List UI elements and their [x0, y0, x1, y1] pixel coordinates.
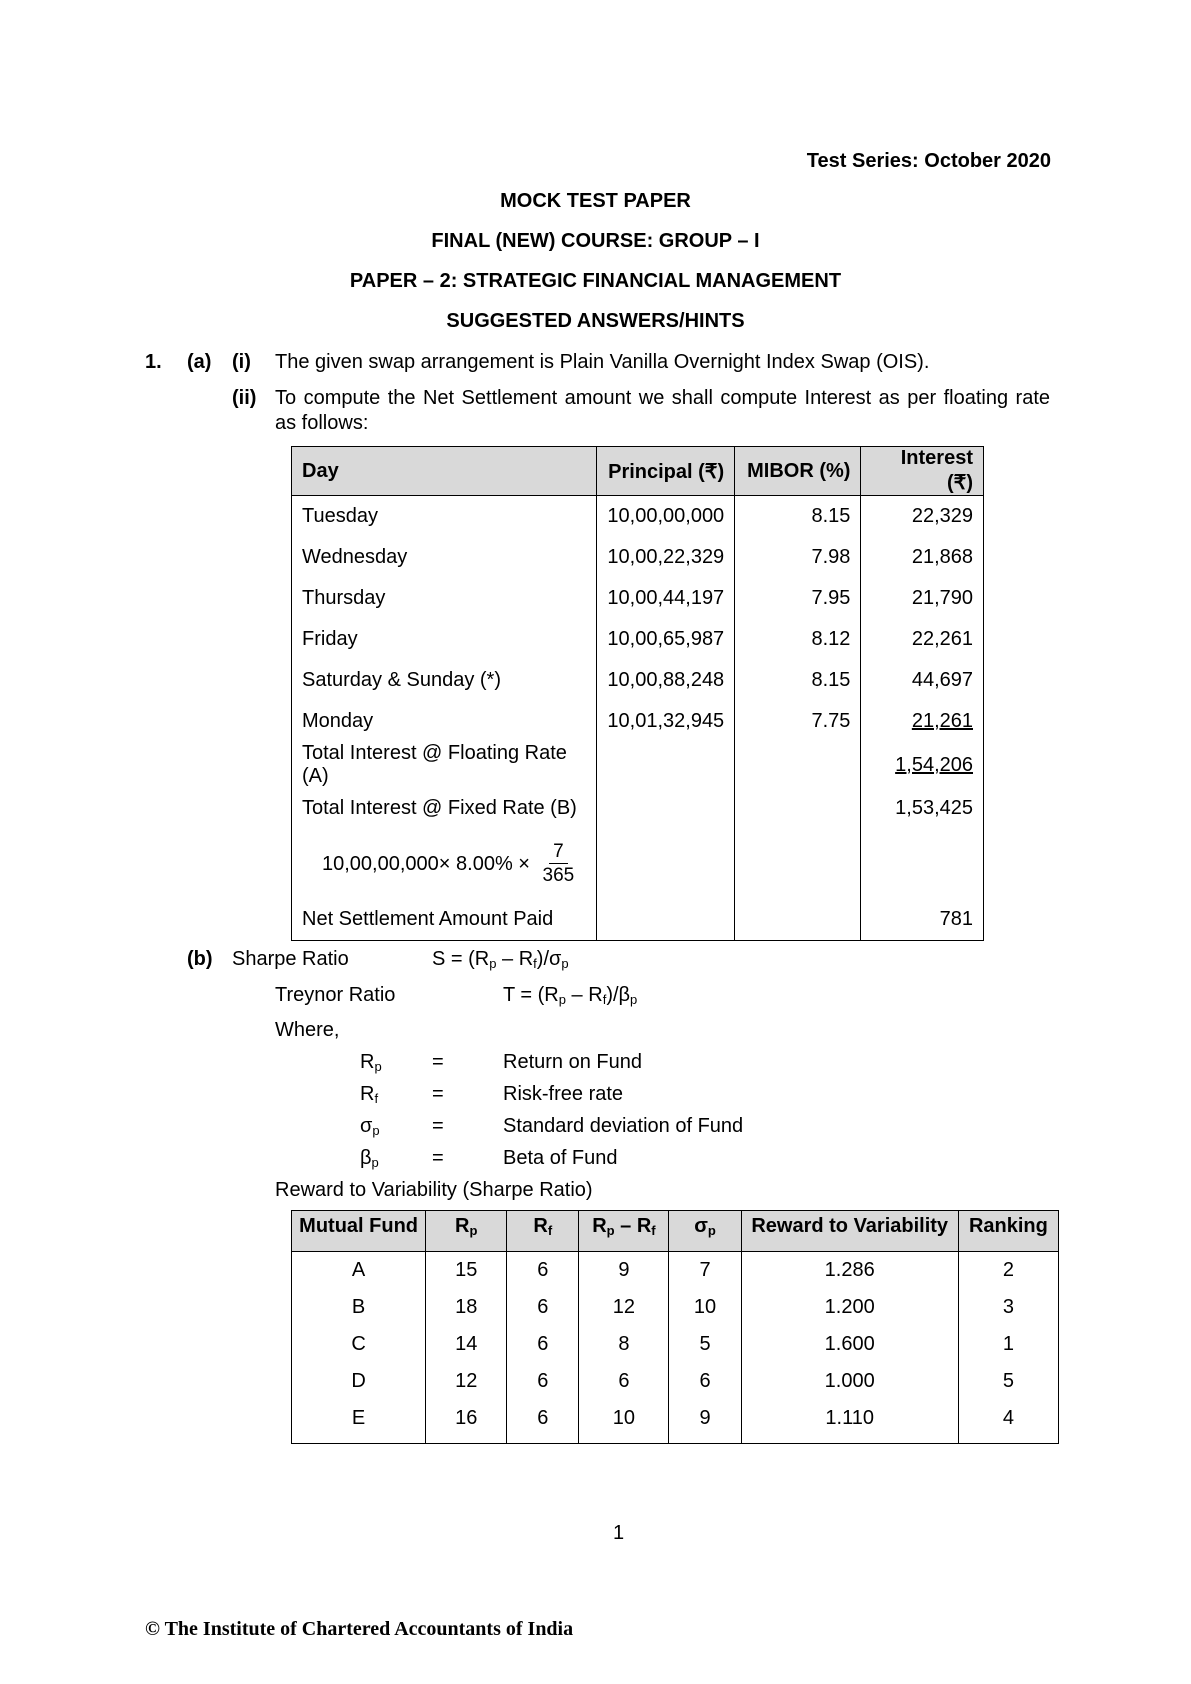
table-row [292, 660, 984, 701]
excess-return-cell: 12 [579, 1289, 669, 1326]
header-reward-variability: Reward to Variability [741, 1211, 958, 1252]
day-cell: Friday [292, 619, 597, 660]
sharpe-ratio-label: Sharpe Ratio [232, 948, 349, 970]
interest-cell: 44,697 [861, 660, 984, 701]
excess-return-cell: 8 [579, 1326, 669, 1363]
interest-value: 21,261 [911, 710, 973, 732]
mibor-cell: 8.12 [735, 619, 861, 660]
mibor-cell: 8.15 [735, 496, 861, 538]
header-sigma-p: $\sigma_p$ [669, 1211, 741, 1252]
table-row [292, 1289, 1059, 1326]
test-series-label: Test Series: October 2020 [806, 150, 1051, 172]
net-settlement-row [292, 899, 984, 941]
day-cell: Wednesday [292, 537, 597, 578]
formula-fraction [539, 841, 579, 888]
page-number: 1 [612, 1522, 625, 1544]
treynor-formula: $T = (R_p - R_f)/\beta_p$ [503, 984, 638, 1007]
reward-cell: 1.286 [741, 1252, 958, 1290]
table-row [292, 578, 984, 619]
copyright-footer: © The Institute of Chartered Accountants of India [145, 1618, 574, 1640]
ranking-cell: 3 [958, 1289, 1058, 1326]
rf-cell: 6 [507, 1363, 579, 1400]
sigma-cell: 7 [669, 1252, 741, 1290]
def-description: Beta of Fund [503, 1147, 618, 1169]
rp-cell: 18 [426, 1289, 507, 1326]
def-symbol: $\sigma_p$ [360, 1115, 380, 1138]
answers-title: SUGGESTED ANSWERS/HINTS [446, 310, 745, 332]
net-settlement-value: 781 [861, 899, 984, 941]
sharpe-formula: $S = (R_p - R_f)/\sigma_p$ [432, 948, 569, 971]
total-floating-label: Total Interest @ Floating Rate (A) [292, 742, 597, 788]
paper-title: PAPER – 2: STRATEGIC FINANCIAL MANAGEMENT [349, 270, 842, 292]
header-rp: $R_p$ [426, 1211, 507, 1252]
interest-cell: 21,868 [861, 537, 984, 578]
formula-prefix: 10,00,00,000× 8.00% × [322, 852, 530, 875]
total-floating-row [292, 742, 984, 788]
table-row [292, 701, 984, 742]
interest-table [291, 446, 984, 941]
mibor-cell: 7.95 [735, 578, 861, 619]
formula-denominator: 365 [542, 864, 575, 886]
ranking-cell: 4 [958, 1400, 1058, 1444]
principal-cell: 10,00,00,000 [597, 496, 735, 538]
header-mibor: MIBOR (%) [735, 447, 861, 496]
rp-cell: 14 [426, 1326, 507, 1363]
total-fixed-row [292, 788, 984, 829]
rf-cell: 6 [507, 1326, 579, 1363]
reward-cell: 1.110 [741, 1400, 958, 1444]
interest-cell: 22,261 [861, 619, 984, 660]
ranking-cell: 2 [958, 1252, 1058, 1290]
rf-cell: 6 [507, 1289, 579, 1326]
rf-cell: 6 [507, 1400, 579, 1444]
table-row [292, 1400, 1059, 1444]
sub-i-label: (i) [232, 351, 251, 373]
empty-cell [735, 788, 861, 829]
course-title: FINAL (NEW) COURSE: GROUP – I [431, 230, 760, 252]
principal-cell: 10,01,32,945 [597, 701, 735, 742]
fund-cell: E [292, 1400, 426, 1444]
def-description: Standard deviation of Fund [503, 1115, 744, 1137]
interest-cell: 22,329 [861, 496, 984, 538]
fund-cell: B [292, 1289, 426, 1326]
principal-cell: 10,00,44,197 [597, 578, 735, 619]
where-label: Where, [275, 1019, 340, 1041]
formula-numerator: 7 [549, 841, 568, 864]
fund-cell: D [292, 1363, 426, 1400]
table-row [292, 619, 984, 660]
header-rf: $R_f$ [507, 1211, 579, 1252]
empty-cell [597, 788, 735, 829]
def-equals: = [432, 1147, 444, 1169]
ranking-cell: 1 [958, 1326, 1058, 1363]
total-fixed-value: 1,53,425 [861, 788, 984, 829]
mibor-cell: 8.15 [735, 660, 861, 701]
total-floating-value: 1,54,206 [895, 753, 973, 776]
principal-cell: 10,00,88,248 [597, 660, 735, 701]
sharpe-ratio-table [291, 1210, 1059, 1444]
excess-return-cell: 9 [579, 1252, 669, 1290]
sigma-cell: 10 [669, 1289, 741, 1326]
mock-test-title: MOCK TEST PAPER [500, 190, 691, 212]
part-a-label: (a) [187, 351, 212, 373]
sigma-cell: 6 [669, 1363, 741, 1400]
header-day: Day [292, 447, 597, 496]
day-cell: Tuesday [292, 496, 597, 538]
rp-cell: 16 [426, 1400, 507, 1444]
fund-cell: C [292, 1326, 426, 1363]
table-row [292, 1363, 1059, 1400]
day-cell: Monday [292, 701, 597, 742]
sigma-cell: 5 [669, 1326, 741, 1363]
reward-variability-title: Reward to Variability (Sharpe Ratio) [275, 1179, 593, 1201]
mibor-cell: 7.75 [735, 701, 861, 742]
empty-cell [597, 742, 735, 788]
reward-cell: 1.600 [741, 1326, 958, 1363]
principal-cell: 10,00,22,329 [597, 537, 735, 578]
def-description: Return on Fund [503, 1051, 642, 1073]
def-symbol: $\beta_p$ [360, 1147, 379, 1170]
empty-cell [735, 742, 861, 788]
net-settlement-label: Net Settlement Amount Paid [292, 899, 597, 941]
part-b-label: (b) [187, 948, 213, 970]
sigma-cell: 9 [669, 1400, 741, 1444]
mibor-cell: 7.98 [735, 537, 861, 578]
def-symbol: $R_f$ [360, 1083, 379, 1106]
rp-cell: 12 [426, 1363, 507, 1400]
table-header-row [292, 1211, 1059, 1252]
table-row [292, 537, 984, 578]
day-cell: Thursday [292, 578, 597, 619]
def-equals: = [432, 1115, 444, 1137]
treynor-ratio-label: Treynor Ratio [275, 984, 396, 1006]
header-ranking: Ranking [958, 1211, 1058, 1252]
def-equals: = [432, 1051, 444, 1073]
total-floating-cell [861, 742, 984, 788]
def-equals: = [432, 1083, 444, 1105]
day-cell: Saturday & Sunday (*) [292, 660, 597, 701]
formula-row [292, 829, 984, 899]
header-principal: Principal (₹) [597, 447, 735, 496]
ranking-cell: 5 [958, 1363, 1058, 1400]
answer-i-text: The given swap arrangement is Plain Vanilla Overnight Index Swap (OIS). [275, 351, 930, 373]
table-header-row [292, 447, 984, 496]
empty-cell [597, 829, 735, 899]
reward-cell: 1.000 [741, 1363, 958, 1400]
empty-cell [735, 899, 861, 941]
header-interest: Interest (₹) [861, 447, 984, 496]
empty-cell [861, 829, 984, 899]
fund-cell: A [292, 1252, 426, 1290]
empty-cell [735, 829, 861, 899]
header-rp-minus-rf: $R_p - R_f$ [579, 1211, 669, 1252]
header-mutual-fund: Mutual Fund [292, 1211, 426, 1252]
fixed-rate-formula [292, 829, 597, 899]
def-description: Risk-free rate [503, 1083, 624, 1105]
interest-cell: 21,790 [861, 578, 984, 619]
answer-ii-text: To compute the Net Settlement amount we shall compute Interest as per floating rate as follows: [275, 387, 1050, 434]
table-row [292, 496, 984, 538]
table-row [292, 1326, 1059, 1363]
def-symbol: $R_p$ [360, 1051, 382, 1074]
question-number: 1. [145, 351, 162, 373]
excess-return-cell: 10 [579, 1400, 669, 1444]
reward-cell: 1.200 [741, 1289, 958, 1326]
rp-cell: 15 [426, 1252, 507, 1290]
table-row [292, 1252, 1059, 1290]
empty-cell [597, 899, 735, 941]
excess-return-cell: 6 [579, 1363, 669, 1400]
rf-cell: 6 [507, 1252, 579, 1290]
principal-cell: 10,00,65,987 [597, 619, 735, 660]
interest-cell [861, 701, 984, 742]
sub-ii-label: (ii) [232, 387, 257, 409]
total-fixed-label: Total Interest @ Fixed Rate (B) [292, 788, 597, 829]
